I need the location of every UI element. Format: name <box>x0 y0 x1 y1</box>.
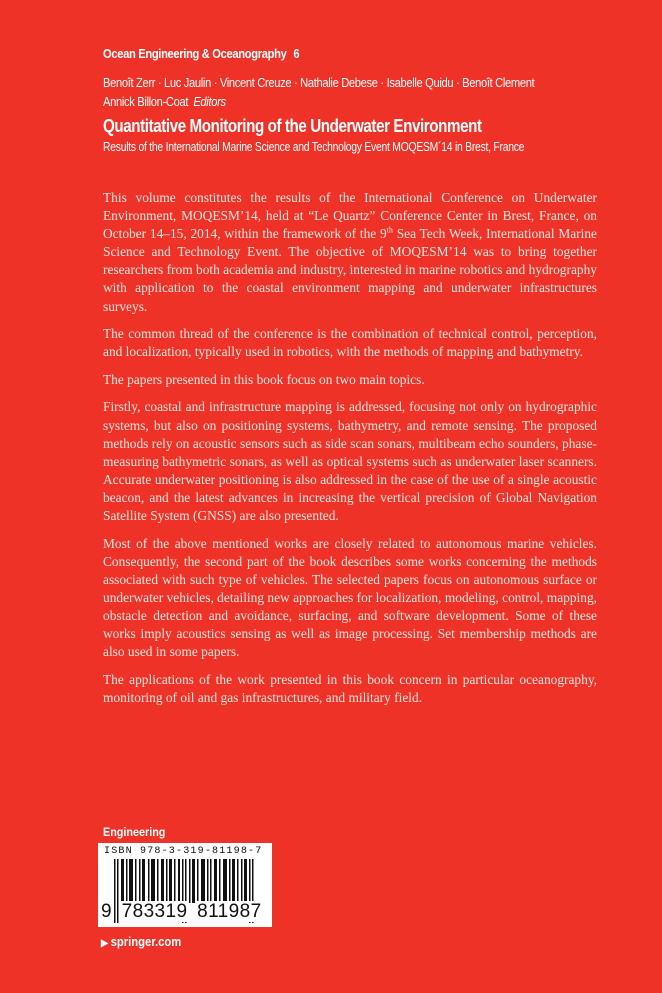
ean-digits <box>100 901 263 923</box>
blurb-p1-text-a: This volume constitutes the results of the International Conference on Underwater Environment, MOQESM’14, held at “Le Quartz” Conference Center in Brest, France, on October 14–15, 2014, within the framework of the 9 <box>103 190 597 242</box>
ean-group-2: 811987 <box>197 901 262 922</box>
subject-label: Engineering <box>103 825 166 839</box>
blurb-paragraph-2: The common thread of the conference is the combination of technical control, perception, and localization, typically used in robotics, with the methods of mapping and bathymetry. <box>103 326 597 360</box>
blurb-paragraph-6: The applications of the work presented in this book concern in particular oceanography, monitoring of oil and gas infrastructures, and military field. <box>103 671 597 705</box>
editors <box>103 73 534 111</box>
arrow-right-icon: ▶ <box>101 938 108 949</box>
blurb-paragraph-1 <box>103 189 597 316</box>
editor-name: Annick Billon-Coat <box>103 94 189 109</box>
book-title: Quantitative Monitoring of the Underwater Environment <box>103 115 482 136</box>
series-line <box>103 46 299 61</box>
series-number: 6 <box>293 46 300 61</box>
website-text: springer.com <box>110 935 182 949</box>
editors-line-1: Benoît Zerr · Luc Jaulin · Vincent Creuze · Nathalie Debese · Isabelle Quidu · Benoît Clement <box>103 75 535 90</box>
blurb-paragraph-3: The papers presented in this book focus on two main topics. <box>103 371 425 387</box>
editors-label: Editors <box>193 94 226 109</box>
book-subtitle: Results of the International Marine Science and Technology Event MOQESM´14 in Brest, France <box>103 140 525 154</box>
superscript-th: th <box>386 225 393 235</box>
isbn-barcode <box>98 843 272 927</box>
series-name: Ocean Engineering & Oceanography <box>103 46 287 61</box>
isbn-text: ISBN 978-3-319-81198-7 <box>104 845 263 857</box>
blurb-paragraph-4: Firstly, coastal and infrastructure mapping is addressed, focusing not only on hydrographic systems, but also on positioning systems, bathymetry, and remote sensing. The proposed methods rely on acoustic sensors such as side scan sonars, multibeam echo sounders, phase-measuring bathymetric sonars, as well as optical systems such as underwater laser scanners. Accurate underwater positioning is also addressed in the case of the use of a single acoustic beacon, and the latest advances in increasing the vertical precision of Global Navigation Satellite System (GNSS) are also presented. <box>103 399 597 523</box>
blurb <box>103 189 597 716</box>
springer-link[interactable] <box>101 935 181 949</box>
blurb-p1-text-b: Sea Tech Week, International Marine Science and Technology Event. The objective of MOQESM’14 was to bring together researchers from both academia and industry, interested in marine robotics and hydrography with application to the coastal environment mapping and underwater infrastructures surveys. <box>103 226 597 314</box>
blurb-paragraph-5: Most of the above mentioned works are closely related to autonomous marine vehicles. Consequently, the second part of the book describes some works concerning the methods associated with such type of vehicles. The selected papers focus on autonomous surface or underwater vehicles, detailing new approaches for localization, modeling, control, mapping, obstacle detection and avoidance, surfacing, and software development. Some of these works imply acoustics sensing as well as image processing. Set membership methods are also used in some papers. <box>103 535 597 660</box>
ean-first-digit: 9 <box>101 901 112 922</box>
ean-group-1: 783319 <box>121 901 188 922</box>
editors-line-2 <box>103 92 534 111</box>
